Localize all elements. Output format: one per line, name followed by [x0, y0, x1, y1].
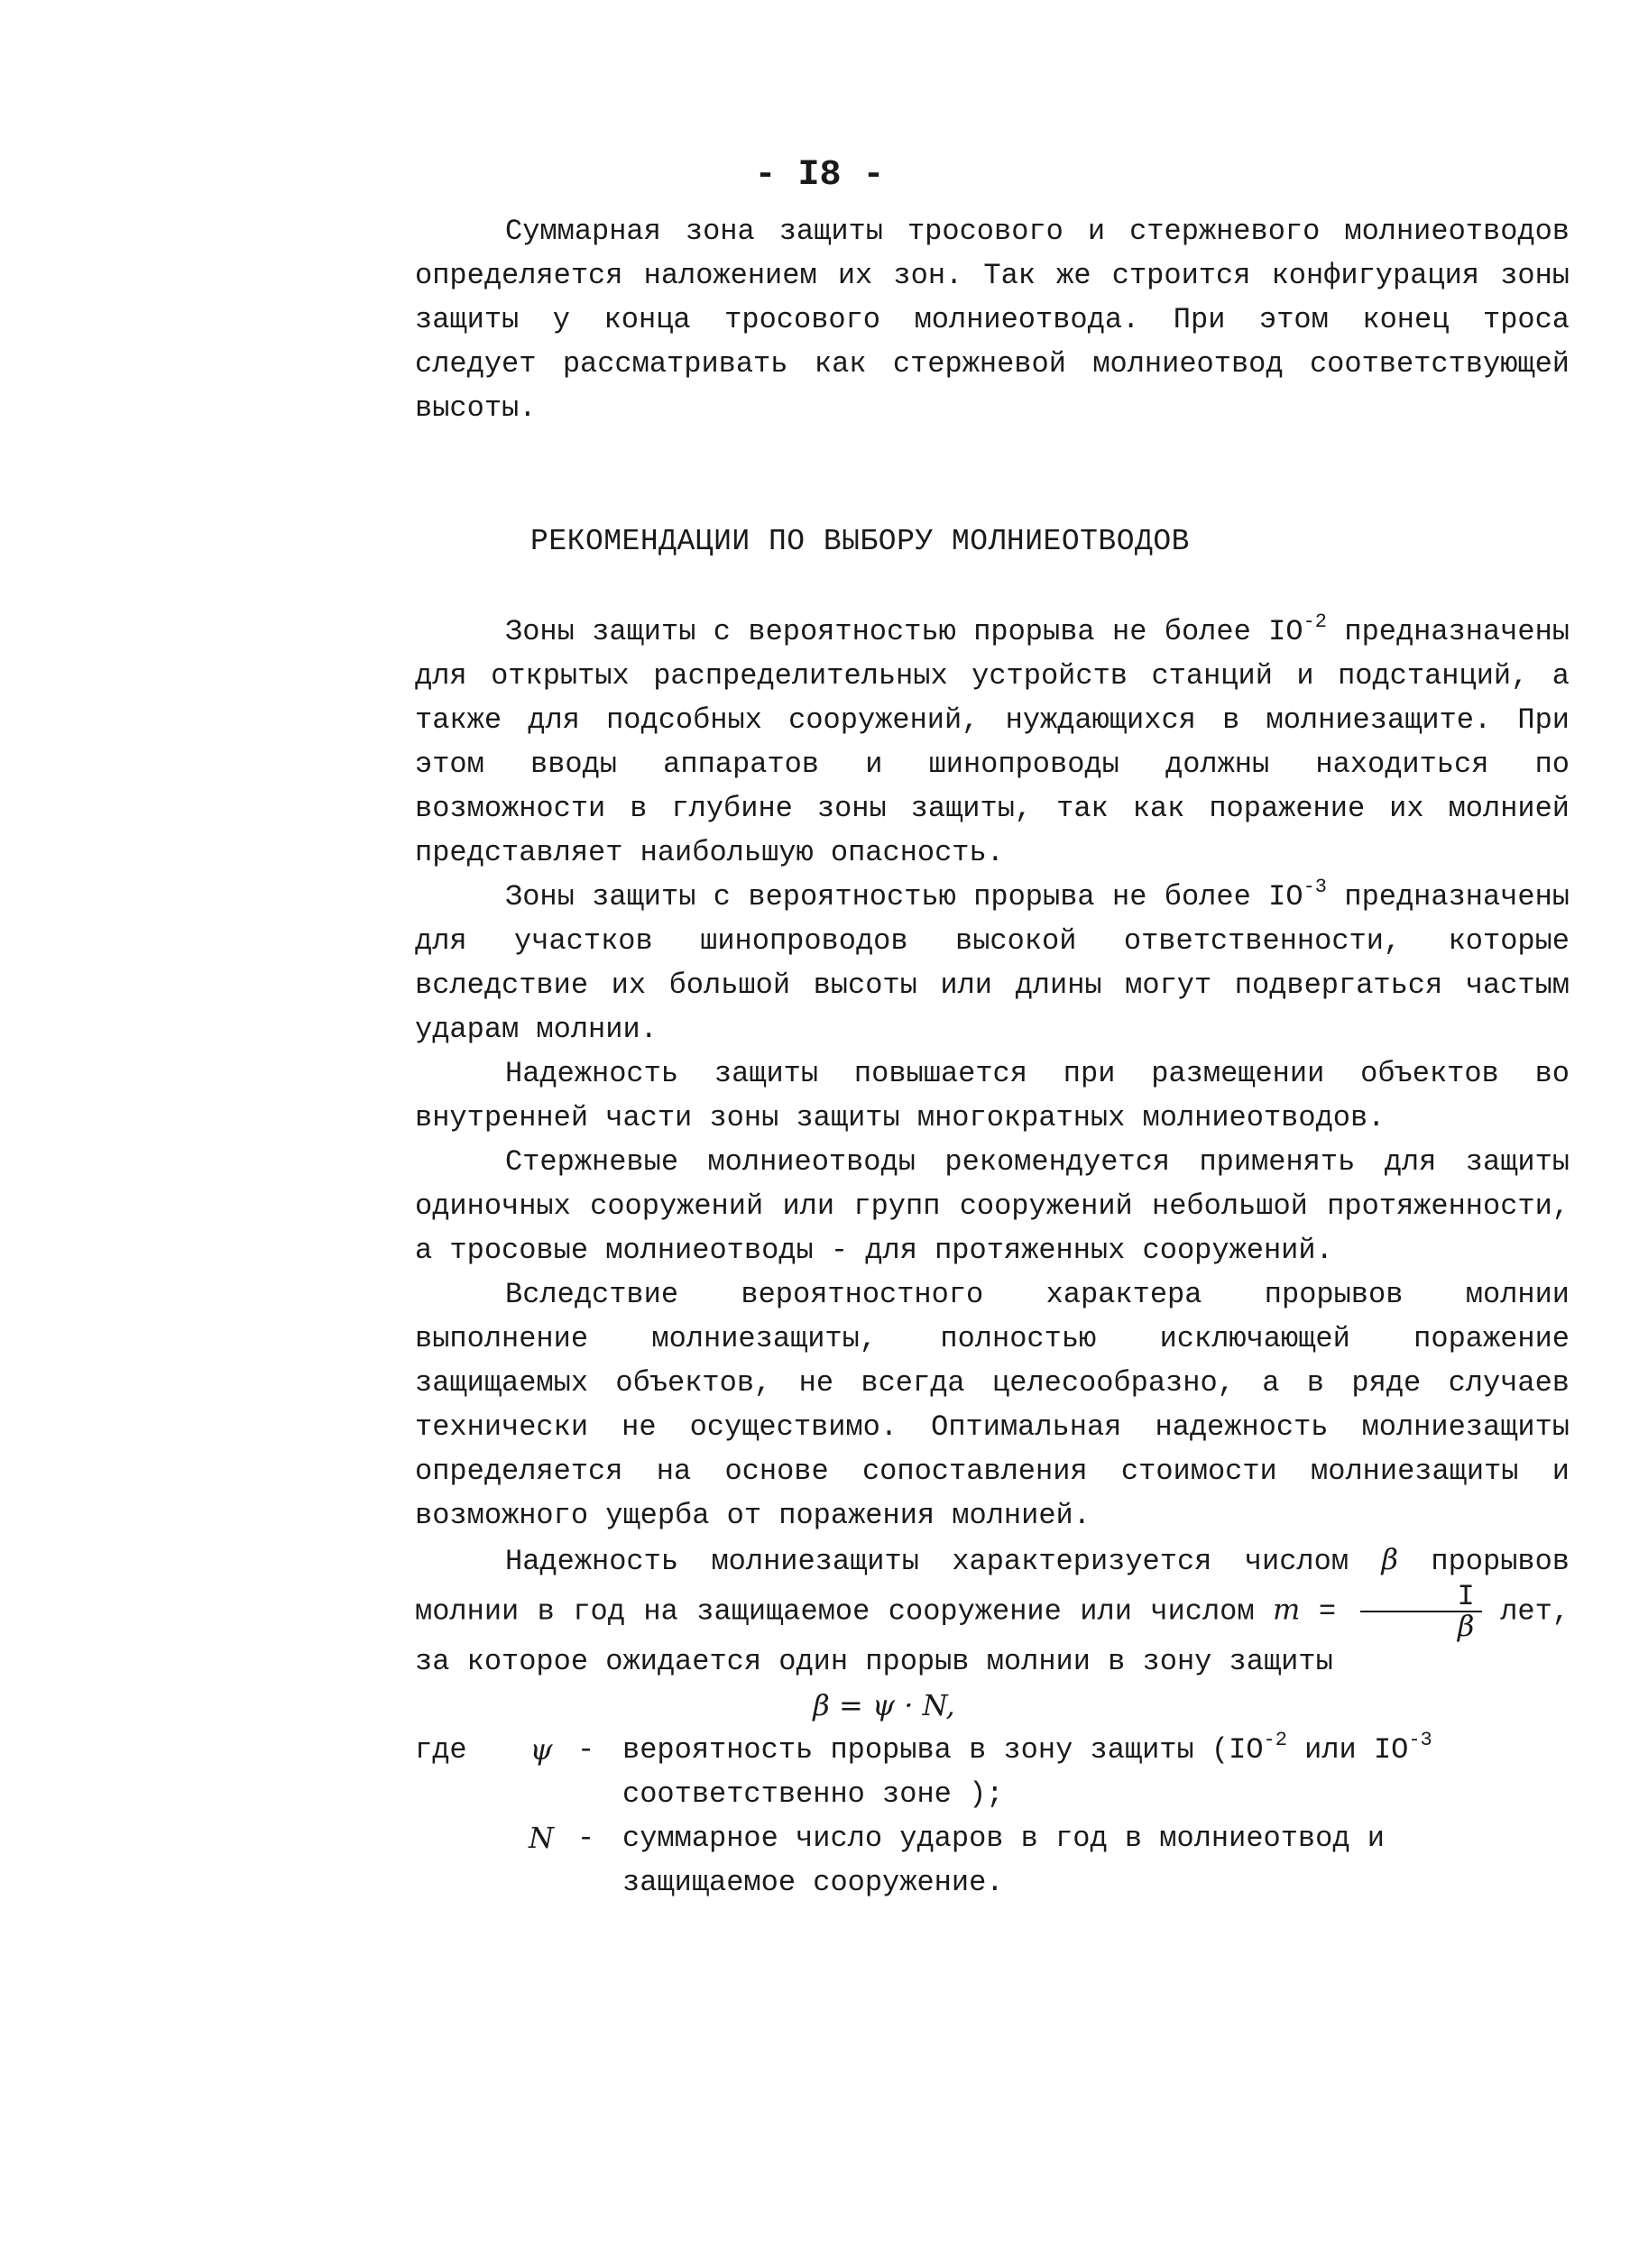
- psi-text-a: вероятность прорыва в зону защиты (IO: [622, 1733, 1264, 1767]
- psi-exp-2: -3: [1408, 1729, 1432, 1751]
- fraction-one-over-beta: [1360, 1580, 1482, 1643]
- beta-symbol: β: [1381, 1542, 1398, 1576]
- psi-definition: [622, 1728, 1570, 1816]
- paragraph-2: [415, 875, 1570, 1051]
- where-label: где: [415, 1733, 467, 1767]
- formula-beta: β = ψ · N,: [813, 1688, 955, 1722]
- paragraph-3: Надежность защиты повышается при размещении объектов во внутренней части зоны защиты многократных молниеотводов.: [415, 1057, 1570, 1134]
- p2-text-start: Зоны защиты с вероятностью прорыва не более IO: [505, 880, 1303, 914]
- n-symbol: N: [529, 1821, 554, 1855]
- section-heading: РЕКОМЕНДАЦИИ ПО ВЫБОРУ МОЛНИЕОТВОДОВ: [530, 525, 1190, 558]
- fraction-denominator: β: [1457, 1609, 1475, 1643]
- psi-exp-1: -2: [1263, 1729, 1287, 1751]
- p2-exponent: -3: [1303, 876, 1327, 898]
- definitions-list: [415, 1728, 1570, 1905]
- p1-text-start: Зоны защиты с вероятностью прорыва не более IO: [505, 615, 1303, 648]
- paragraph-4: Стержневые молниеотводы рекомендуется применять для защиты одиночных сооружений или групп сооружений небольшой протяженности, а тросовые молниеотводы - для протяженных сооружений.: [415, 1145, 1570, 1267]
- p6-text-a: Надежность молниезащиты характеризуется числом: [505, 1545, 1382, 1578]
- psi-dash: -: [577, 1733, 595, 1767]
- psi-text-c: соответственно зоне );: [622, 1777, 1004, 1811]
- p1-text-end: предназначены для открытых распределительных устройств станций и подстанций, а также для подсобных сооружений, нуждающихся в молниезащите. При этом вводы аппаратов и шинопроводы должны находиться по возможности в глубине зоны защиты, так как поражение их молнией представляет наибольшую опасность.: [415, 615, 1570, 869]
- p1-exponent: -2: [1303, 611, 1327, 633]
- paragraph-5: Вследствие вероятностного характера прорывов молнии выполнение молниезащиты, полностью исключающей поражение защищаемых объектов, не всегда целесообразно, а в ряде случаев технически не осуществимо. Оптимальная надежность молниезащиты определяется на основе сопоставления стоимости молниезащиты и возможного ущерба от поражения молнией.: [415, 1278, 1570, 1532]
- psi-text-b: или IO: [1286, 1733, 1409, 1767]
- p6-text-b: прорывов молнии в год на защищаемое сооружение или числом: [415, 1545, 1570, 1629]
- recommendations-section: [415, 610, 1570, 1905]
- n-dash: -: [577, 1822, 595, 1855]
- n-definition: суммарное число ударов в год в молниеотвод и защищаемое сооружение.: [622, 1822, 1385, 1899]
- paragraph-1: [415, 610, 1570, 875]
- psi-symbol: ψ: [529, 1732, 553, 1767]
- p6-equals: =: [1300, 1594, 1355, 1629]
- intro-paragraph: Суммарная зона защиты тросового и стержневого молниеотводов определяется наложением их зон. Так же строится конфигурация зоны защиты у конца тросового молниеотвода. При этом конец троса следует рассматривать как стержневой молниеотвод соответствующей высоты.: [415, 215, 1570, 425]
- p2-text-end: предназначены для участков шинопроводов высокой ответственности, которые вследствие их большой высоты или длины могут подвергаться частым ударам молнии.: [415, 880, 1570, 1046]
- paragraph-6: [415, 1538, 1570, 1684]
- intro-section: [415, 209, 1570, 430]
- m-symbol: m: [1273, 1592, 1301, 1627]
- p6-text-c: лет, за которое ожидается один прорыв молнии в зону защиты: [415, 1594, 1570, 1678]
- fraction-numerator: I: [1360, 1584, 1482, 1612]
- page-number: - I8 -: [754, 155, 885, 196]
